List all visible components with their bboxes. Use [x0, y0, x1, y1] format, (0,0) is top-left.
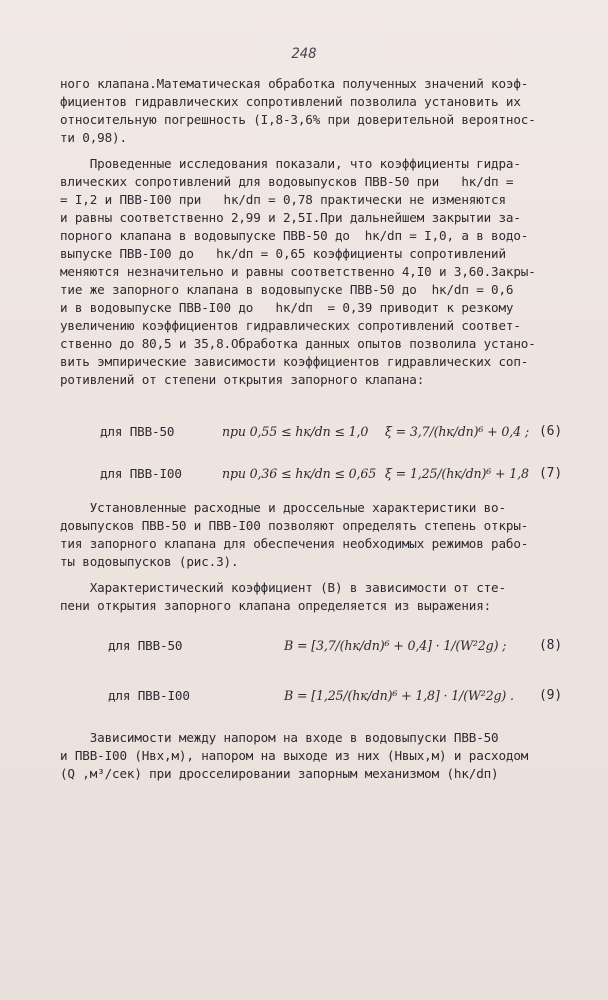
equation-number: (8): [538, 638, 562, 653]
text-line: меняются незначительно и равны соответственно 4,I0 и 3,60.Закры-: [60, 264, 536, 279]
text-line: фициентов гидравлических сопротивлений позволила установить их: [60, 94, 521, 109]
equation-label: для ПВВ-I00: [100, 466, 182, 481]
equation-number: (7): [538, 466, 562, 481]
text-line: Установленные расходные и дроссельные характеристики во-: [60, 500, 506, 515]
text-line: и в водовыпуске ПВВ-I00 до hк/dп = 0,39 приводит к резкому: [60, 300, 514, 315]
text-line: Зависимости между напором на входе в водовыпуски ПВВ-50: [60, 730, 499, 745]
text-line: относительную погрешность (I,8-3,6% при доверительной вероятнос-: [60, 112, 536, 127]
text-line: ротивлений от степени открытия запорного клапана:: [60, 372, 425, 387]
text-line: и равны соответственно 2,99 и 2,5I.При дальнейшем закрытии за-: [60, 210, 521, 225]
text-line: ти 0,98).: [60, 130, 127, 145]
equation-label: для ПВВ-50: [100, 424, 175, 439]
text-line: вить эмпирические зависимости коэффициентов гидравлических соп-: [60, 354, 529, 369]
equation-label: для ПВВ-I00: [108, 688, 190, 703]
text-line: Проведенные исследования показали, что коэффициенты гидра-: [60, 156, 521, 171]
text-line: и ПВВ-I00 (Hвх,м), напором на выходе из них (Hвых,м) и расходом: [60, 748, 529, 763]
text-line: = I,2 и ПВВ-I00 при hк/dп = 0,78 практически не изменяются: [60, 192, 506, 207]
text-line: (Q ,м³/сек) при дросселировании запорным механизмом (hк/dп): [60, 766, 499, 781]
text-line: ного клапана.Математическая обработка полученных значений коэф-: [60, 76, 529, 91]
text-line: пени открытия запорного клапана определяется из выражения:: [60, 598, 492, 613]
text-line: довыпусков ПВВ-50 и ПВВ-I00 позволяют определять степень откры-: [60, 518, 529, 533]
equation-condition: при 0,55 ≤ hк/dп ≤ 1,0: [222, 424, 369, 439]
equation-formula: ξ = 1,25/(hк/dп)⁶ + 1,8: [385, 466, 529, 481]
page-number: 248: [291, 46, 317, 62]
equation-number: (6): [538, 424, 562, 439]
text-line: увеличению коэффициентов гидравлических сопротивлений соответ-: [60, 318, 521, 333]
equation-label: для ПВВ-50: [108, 638, 183, 653]
text-line: влических сопротивлений для водовыпусков ПВВ-50 при hк/dп =: [60, 174, 514, 189]
equation-formula: B = [1,25/(hк/dп)⁶ + 1,8] · 1/(W²2g) .: [284, 688, 514, 703]
text-line: тие же запорного клапана в водовыпуске ПВВ-50 до hк/dп = 0,6: [60, 282, 514, 297]
equation-number: (9): [538, 688, 562, 703]
text-line: ты водовыпусков (рис.3).: [60, 554, 239, 569]
text-line: тия запорного клапана для обеспечения необходимых режимов рабо-: [60, 536, 529, 551]
text-line: выпуске ПВВ-I00 до hк/dп = 0,65 коэффициенты сопротивлений: [60, 246, 506, 261]
text-line: порного клапана в водовыпуске ПВВ-50 до hк/dп = I,0, а в водо-: [60, 228, 529, 243]
equation-formula: B = [3,7/(hк/dп)⁶ + 0,4] · 1/(W²2g) ;: [284, 638, 507, 653]
text-line: Характеристический коэффициент (В) в зависимости от сте-: [60, 580, 506, 595]
text-line: ственно до 80,5 и 35,8.Обработка данных опытов позволила устано-: [60, 336, 536, 351]
equation-condition: при 0,36 ≤ hк/dп ≤ 0,65: [222, 466, 377, 481]
equation-formula: ξ = 3,7/(hк/dп)⁶ + 0,4 ;: [385, 424, 529, 439]
